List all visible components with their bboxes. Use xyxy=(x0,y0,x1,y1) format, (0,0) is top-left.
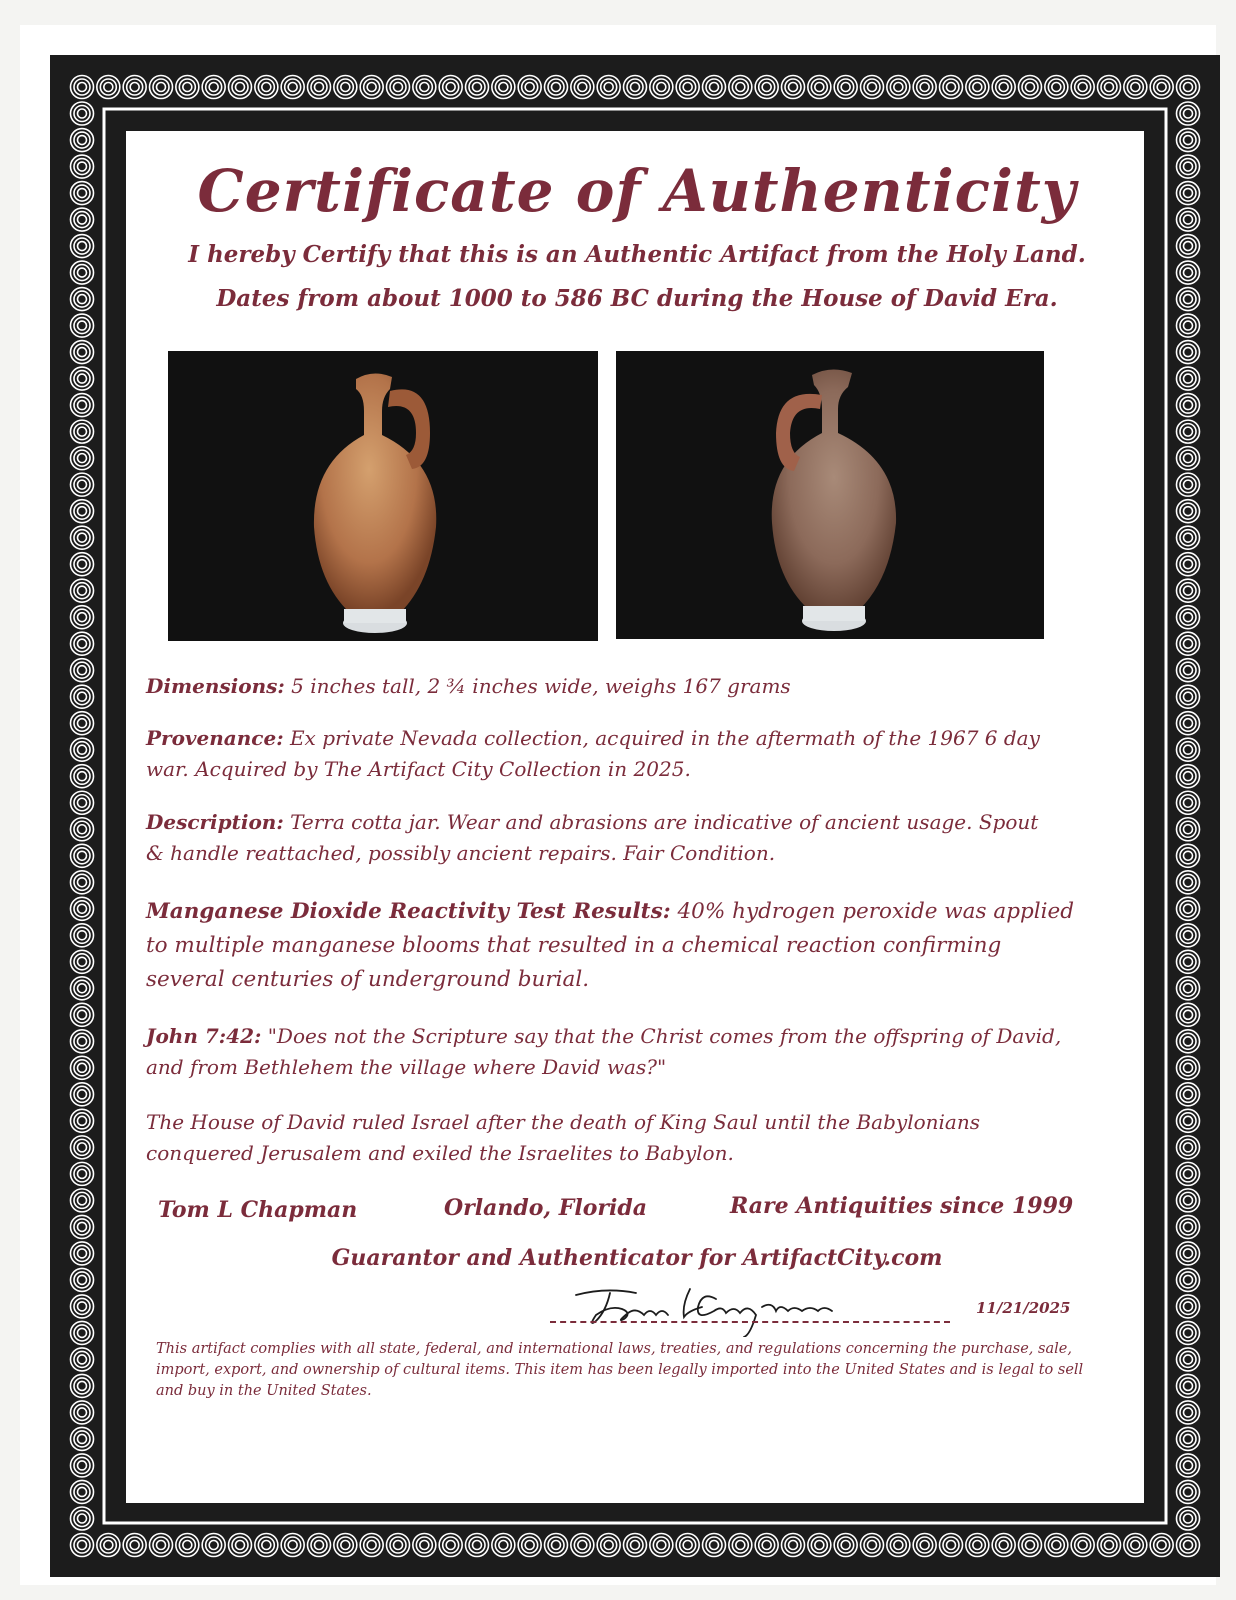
artifact-photo-front xyxy=(168,351,598,641)
scripture-text: "Does not the Scripture say that the Christ comes from the offspring of David, and from Bethlehem the village where David was?" xyxy=(146,1024,1062,1079)
test-results-text: 40% hydrogen peroxide was applied to multiple manganese blooms that resulted in a chemical reaction confirming several centuries of underground burial. xyxy=(146,899,1074,992)
artifact-photo-back xyxy=(616,351,1044,639)
description-text: Terra cotta jar. Wear and abrasions are indicative of ancient usage. Spout & handle reattached, possibly ancient repairs. Fair Condition. xyxy=(146,810,1039,865)
scripture-paragraph xyxy=(146,1021,1066,1083)
dimensions-paragraph xyxy=(146,671,1106,702)
signature xyxy=(566,1277,926,1337)
description-paragraph xyxy=(146,807,1046,869)
provenance-text: Ex private Nevada collection, acquired in the aftermath of the 1967 6 day war. Acquired by The Artifact City Collection in 2025. xyxy=(146,726,1040,781)
business-since: Rare Antiquities since 1999 xyxy=(730,1193,1074,1219)
dimensions-label: Dimensions: xyxy=(146,674,285,698)
certify-line: I hereby Certify that this is an Authentic Artifact from the Holy Land. xyxy=(188,241,1086,268)
certificate-title: Certificate of Authenticity xyxy=(197,157,1077,225)
dates-line: Dates from about 1000 to 586 BC during the House of David Era. xyxy=(216,285,1058,312)
signature-date: 11/21/2025 xyxy=(976,1299,1071,1317)
jar-back-image xyxy=(616,351,1044,639)
legal-notice: This artifact complies with all state, federal, and international laws, treaties, and regulations concerning the purchase, sale, import, export, and ownership of cultural items. This item has been legally imported into the United States and is legal to sell and buy in the United States. xyxy=(156,1341,1084,1399)
provenance-label: Provenance: xyxy=(146,726,284,750)
test-results-label: Manganese Dioxide Reactivity Test Results: xyxy=(146,899,671,924)
history-paragraph: The House of David ruled Israel after the death of King Saul until the Babylonians conquered Jerusalem and exiled the Israelites to Babylon. xyxy=(146,1110,980,1165)
provenance-paragraph xyxy=(146,723,1046,785)
test-results-paragraph xyxy=(146,895,1076,997)
certificate-panel xyxy=(124,129,1146,1505)
authenticator-location: Orlando, Florida xyxy=(444,1195,647,1221)
dimensions-text: 5 inches tall, 2 ¾ inches wide, weighs 167 grams xyxy=(291,674,791,698)
certificate-sheet xyxy=(20,25,1216,1585)
description-label: Description: xyxy=(146,810,284,834)
jar-front-image xyxy=(168,351,598,641)
signature-drawing xyxy=(566,1277,926,1337)
scripture-label: John 7:42: xyxy=(146,1024,262,1048)
authenticator-name: Tom L Chapman xyxy=(158,1197,358,1223)
guarantor-line: Guarantor and Authenticator for ArtifactCity.com xyxy=(331,1245,943,1271)
signature-line xyxy=(550,1321,950,1323)
